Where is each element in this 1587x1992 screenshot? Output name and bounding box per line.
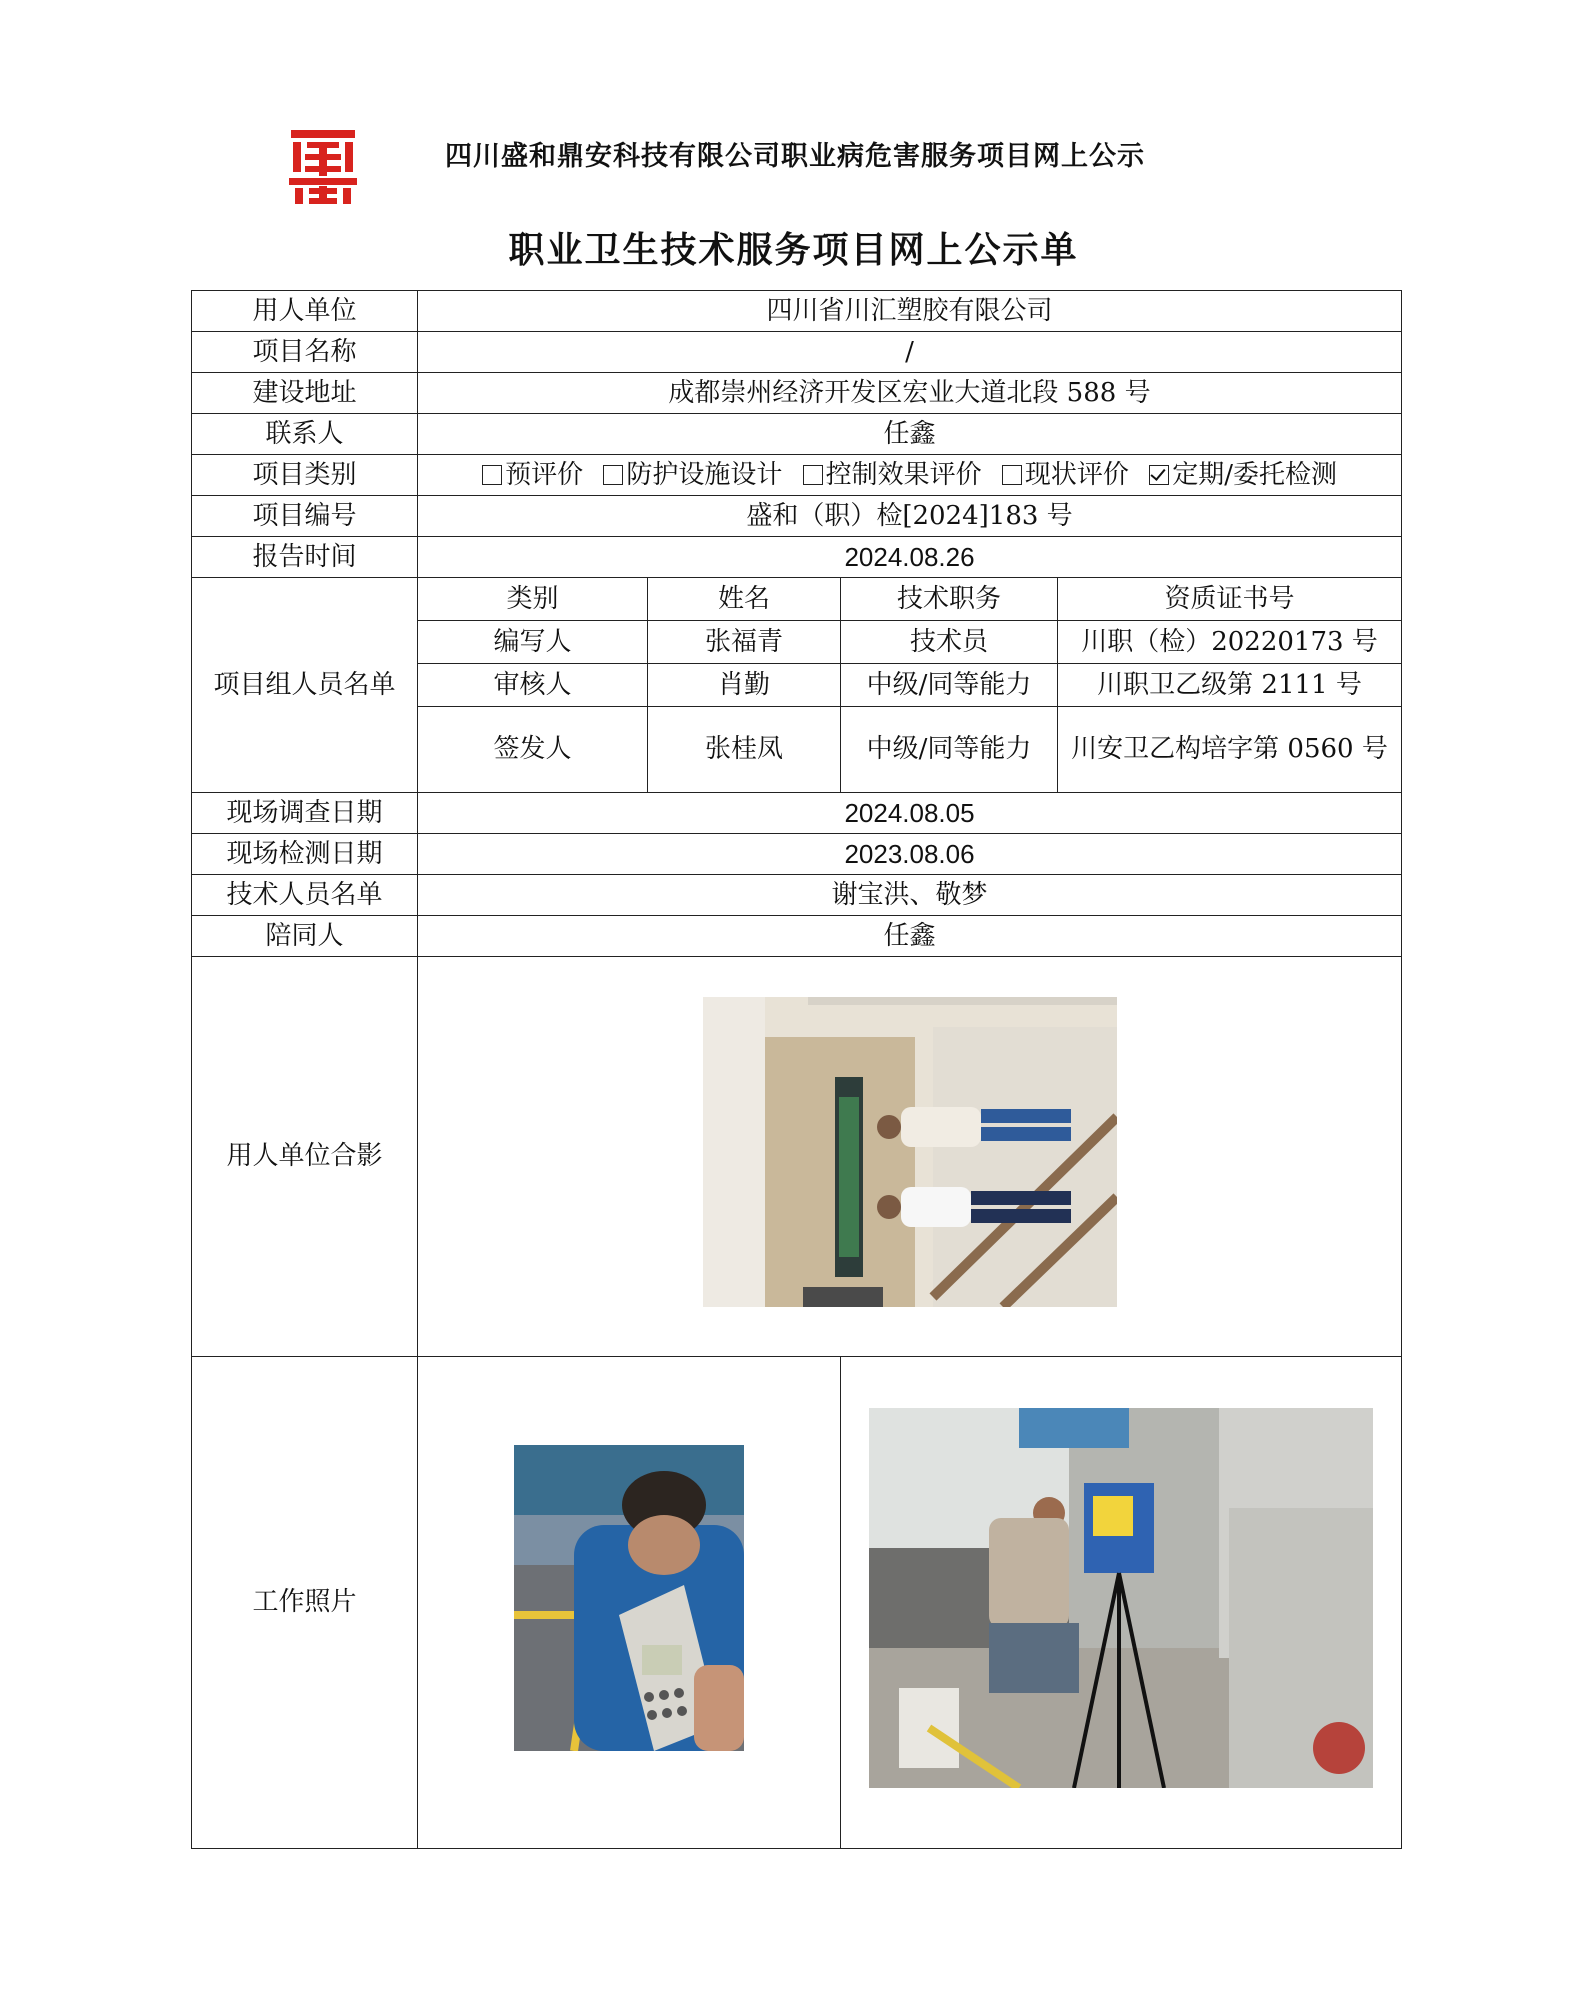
row-work-photos — [192, 1357, 1402, 1849]
team-cell: 张桂凤 — [648, 707, 841, 793]
group-photo-cell — [418, 957, 1402, 1357]
row-escort — [192, 916, 1402, 957]
project-no-value: 盛和（职）检[2024]183 号 — [418, 496, 1402, 537]
escort-value: 任鑫 — [418, 916, 1402, 957]
row-survey-date — [192, 793, 1402, 834]
work-photo-sampling-image — [869, 1408, 1373, 1788]
option-status-evaluation[interactable]: 现状评价 — [1002, 459, 1129, 492]
checkbox-protection-design[interactable] — [603, 465, 623, 485]
test-date-label: 现场检测日期 — [192, 834, 418, 875]
report-time-value: 2024.08.26 — [418, 537, 1402, 578]
group-photo-label: 用人单位合影 — [192, 957, 418, 1357]
employer-label: 用人单位 — [192, 291, 418, 332]
team-cell: 川职卫乙级第 2111 号 — [1058, 664, 1402, 707]
address-value: 成都崇州经济开发区宏业大道北段 588 号 — [418, 373, 1402, 414]
team-cell: 中级/同等能力 — [841, 664, 1058, 707]
survey-date-value: 2024.08.05 — [418, 793, 1402, 834]
report-time-label: 报告时间 — [192, 537, 418, 578]
checkbox-status-evaluation[interactable] — [1002, 465, 1022, 485]
test-date-value: 2023.08.06 — [418, 834, 1402, 875]
disclosure-form-table — [191, 290, 1402, 1849]
technicians-label: 技术人员名单 — [192, 875, 418, 916]
contact-value: 任鑫 — [418, 414, 1402, 455]
work-photo-noise-meter-image — [514, 1445, 744, 1751]
option-control-evaluation[interactable]: 控制效果评价 — [803, 459, 982, 492]
checkbox-pre-evaluation[interactable] — [482, 465, 502, 485]
checkbox-control-evaluation[interactable] — [803, 465, 823, 485]
group-photo-image — [703, 997, 1117, 1307]
team-label: 项目组人员名单 — [192, 578, 418, 793]
category-options — [418, 455, 1402, 496]
row-team-header — [192, 578, 1402, 621]
row-project-name — [192, 332, 1402, 373]
row-address — [192, 373, 1402, 414]
project-name-value: / — [418, 332, 1402, 373]
row-test-date — [192, 834, 1402, 875]
team-cell: 审核人 — [418, 664, 648, 707]
row-contact — [192, 414, 1402, 455]
project-no-label: 项目编号 — [192, 496, 418, 537]
team-cell: 张福青 — [648, 621, 841, 664]
row-employer — [192, 291, 1402, 332]
project-name-label: 项目名称 — [192, 332, 418, 373]
checkbox-periodic-testing-checked[interactable] — [1149, 465, 1169, 485]
red-seal-logo-icon — [285, 126, 361, 206]
address-label: 建设地址 — [192, 373, 418, 414]
page-header — [285, 126, 1285, 212]
technicians-value: 谢宝洪、敬梦 — [418, 875, 1402, 916]
team-cell: 签发人 — [418, 707, 648, 793]
team-cell: 技术员 — [841, 621, 1058, 664]
row-report-time — [192, 537, 1402, 578]
contact-label: 联系人 — [192, 414, 418, 455]
work-photos-label: 工作照片 — [192, 1357, 418, 1849]
team-header-name: 姓名 — [648, 578, 841, 621]
row-technicians — [192, 875, 1402, 916]
option-pre-evaluation[interactable]: 预评价 — [482, 459, 583, 492]
survey-date-label: 现场调查日期 — [192, 793, 418, 834]
team-cell: 川职（检）20220173 号 — [1058, 621, 1402, 664]
team-cell: 编写人 — [418, 621, 648, 664]
option-periodic-testing[interactable]: 定期/委托检测 — [1149, 459, 1337, 492]
employer-value: 四川省川汇塑胶有限公司 — [418, 291, 1402, 332]
escort-label: 陪同人 — [192, 916, 418, 957]
row-group-photo — [192, 957, 1402, 1357]
row-project-no — [192, 496, 1402, 537]
row-category — [192, 455, 1402, 496]
document-title: 职业卫生技术服务项目网上公示单 — [508, 229, 1079, 271]
team-header-title: 技术职务 — [841, 578, 1058, 621]
work-photo-cell-right — [841, 1357, 1402, 1849]
category-label: 项目类别 — [192, 455, 418, 496]
team-header-category: 类别 — [418, 578, 648, 621]
work-photo-cell-left — [418, 1357, 841, 1849]
option-protection-design[interactable]: 防护设施设计 — [603, 459, 782, 492]
company-title: 四川盛和鼎安科技有限公司职业病危害服务项目网上公示 — [445, 141, 1145, 172]
team-cell: 川安卫乙构培字第 0560 号 — [1058, 707, 1402, 793]
team-cell: 肖勤 — [648, 664, 841, 707]
team-header-cert: 资质证书号 — [1058, 578, 1402, 621]
team-cell: 中级/同等能力 — [841, 707, 1058, 793]
